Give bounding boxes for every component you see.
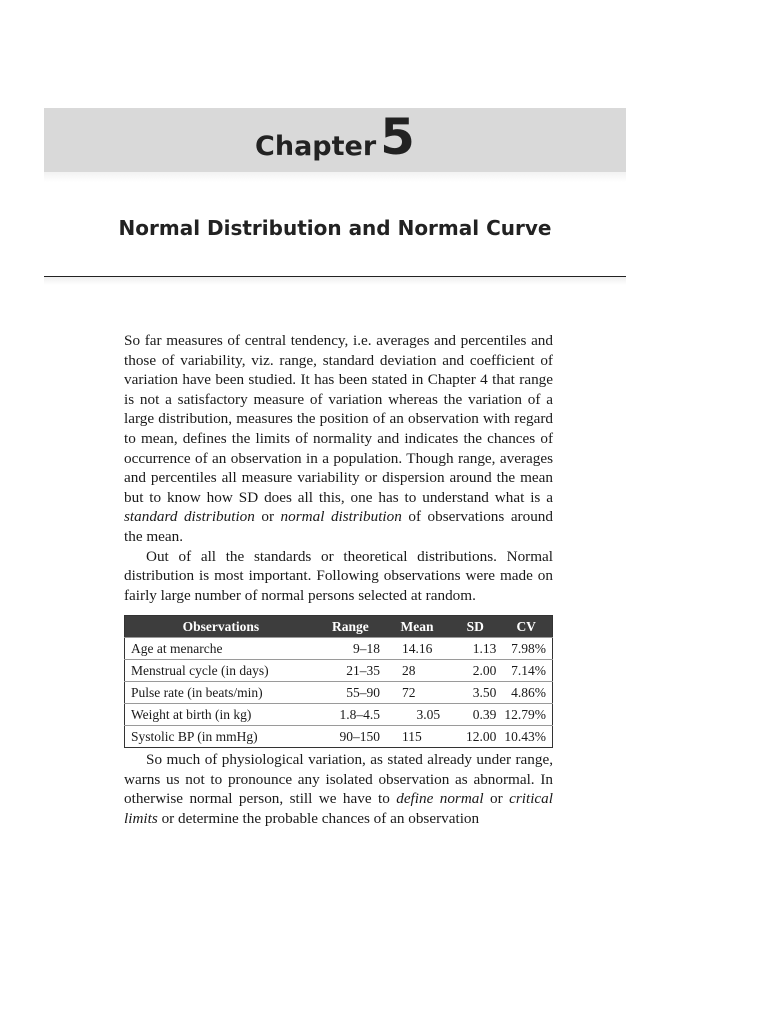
table-cell: 7.98%	[500, 638, 552, 660]
table-cell: 10.43%	[500, 726, 552, 748]
table-cell: 1.8–4.5	[317, 704, 384, 726]
paragraph-1-emphasis-b: normal distribution	[280, 508, 402, 526]
table-header-cell: Range	[331, 618, 369, 634]
paragraph-1-text-a: So far measures of central tendency, i.e. averages and percentiles and those of variability, viz. range, standard deviation and coefficient of variation have been studied. It has been stated in Chapter 4 that range is not a satisfactory measure of variation whereas the variation of a large distribution, measures the position of an observation with regard to mean, defines the limits of normality and indicates the chances of occurrence of an observation in a population. Though range, averages and percentiles all measure variability or dispersion around the mean but to know how SD does all this, one has to understand what is a	[124, 332, 553, 506]
observations-table	[124, 615, 553, 748]
table-cell: 7.14%	[500, 660, 552, 682]
table-row	[125, 704, 553, 726]
paragraph-3-text-b: or	[483, 790, 510, 808]
table-row	[125, 660, 553, 682]
table-header-row	[125, 616, 553, 638]
table-cell: Weight at birth (in kg)	[125, 704, 317, 726]
table-cell: 2.00	[450, 660, 500, 682]
table-header-cell: SD	[466, 618, 484, 634]
chapter-header-shadow	[44, 172, 626, 182]
table-row	[125, 726, 553, 748]
continuation-text-block	[124, 750, 553, 828]
table-cell: 3.05	[384, 704, 450, 726]
paragraph-1-text-b: or	[254, 508, 281, 526]
table-cell: Age at menarche	[125, 638, 317, 660]
paragraph-3	[124, 750, 553, 828]
paragraph-3-emphasis-b: critical limits	[124, 790, 553, 827]
table-cell: 90–150	[317, 726, 384, 748]
paragraph-3-text-c: or determine the probable chances of an observation	[157, 809, 480, 827]
table-cell: 3.50	[450, 682, 500, 704]
table-cell: 4.86%	[500, 682, 552, 704]
paragraph-3-emphasis-a: define normal	[396, 790, 484, 808]
table-cell: 1.13	[450, 638, 500, 660]
table-cell: Menstrual cycle (in days)	[125, 660, 317, 682]
table-row	[125, 638, 553, 660]
chapter-number: 5	[380, 108, 415, 166]
paragraph-1	[124, 331, 553, 547]
chapter-label: Chapter	[255, 131, 377, 162]
intro-text-block	[124, 331, 553, 605]
paragraph-2: Out of all the standards or theoretical distributions. Normal distribution is most important. Following observations were made on fairly large number of normal persons selected at random.	[124, 547, 553, 604]
table-cell: 28	[384, 660, 450, 682]
table-cell: 9–18	[317, 638, 384, 660]
paragraph-1-text-c: of observations around the mean.	[124, 508, 553, 545]
chapter-heading	[44, 108, 626, 172]
chapter-title: Normal Distribution and Normal Curve	[118, 216, 552, 240]
paragraph-3-text-a: So much of physiological variation, as stated already under range, warns us not to pronounce any isolated observation as abnormal. In otherwise normal person, still we have to	[124, 751, 553, 808]
title-divider-shadow	[44, 277, 626, 285]
table-cell: 14.16	[384, 638, 450, 660]
table-cell: Systolic BP (in mmHg)	[125, 726, 317, 748]
table-cell: 72	[384, 682, 450, 704]
table-cell: 12.00	[450, 726, 500, 748]
table-header-cell: CV	[516, 618, 536, 634]
table-cell: 115	[384, 726, 450, 748]
table-cell: 21–35	[317, 660, 384, 682]
table-header-cell: Observations	[182, 618, 260, 634]
table-cell: 55–90	[317, 682, 384, 704]
table-cell: Pulse rate (in beats/min)	[125, 682, 317, 704]
table-cell: 0.39	[450, 704, 500, 726]
table-header-cell: Mean	[400, 618, 434, 634]
paragraph-1-emphasis-a: standard distribution	[124, 508, 255, 526]
table-row	[125, 682, 553, 704]
table-cell: 12.79%	[500, 704, 552, 726]
